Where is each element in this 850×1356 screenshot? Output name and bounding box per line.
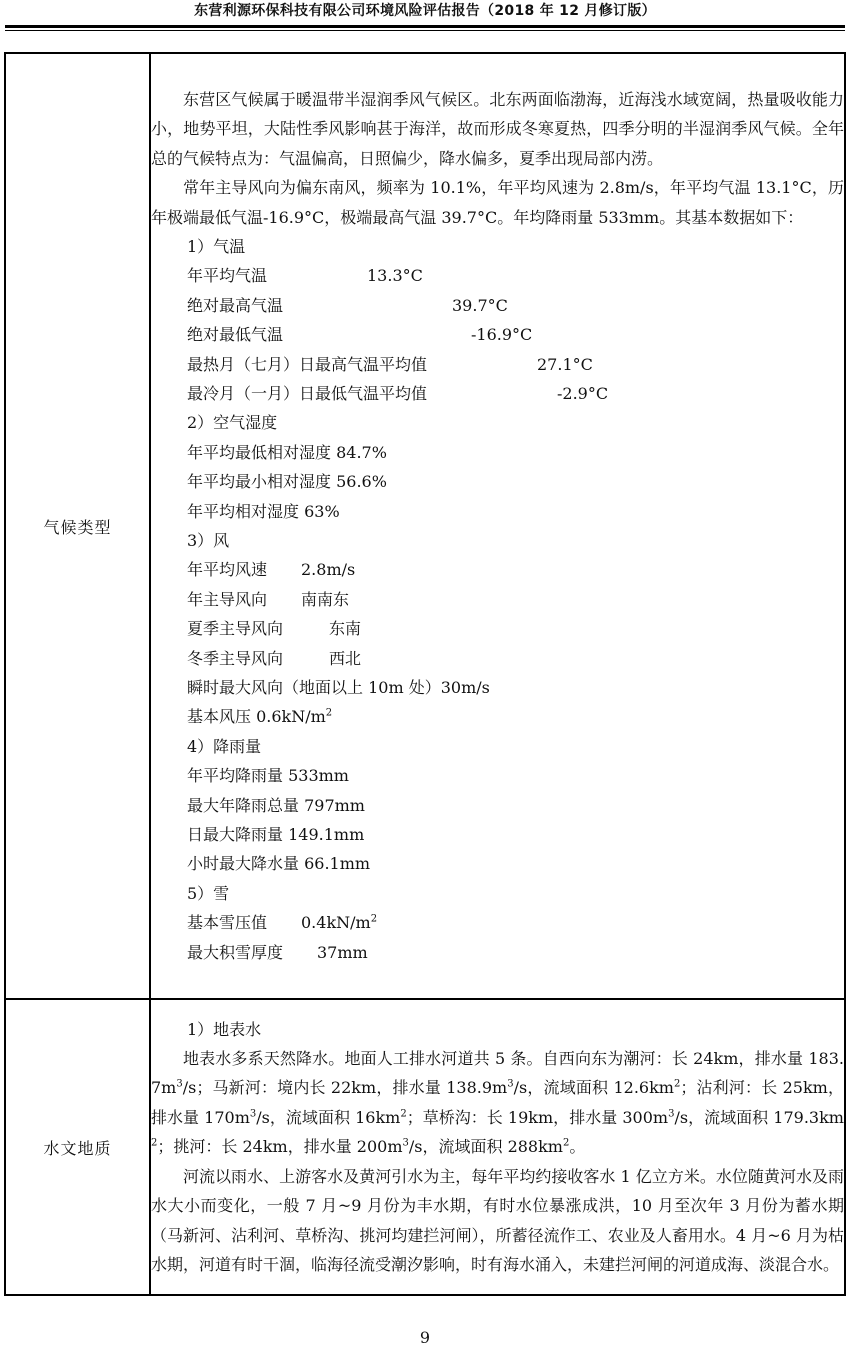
superscript: 3 xyxy=(176,1079,183,1091)
wind-label: 年主导风向 xyxy=(187,589,268,609)
snow-heading: 5）雪 xyxy=(187,883,230,903)
hydro-paragraph-1 xyxy=(151,1044,844,1162)
hydro-label: 水文地质 xyxy=(5,999,150,1295)
temp-row xyxy=(151,320,844,349)
superscript: 3 xyxy=(249,1108,257,1120)
header-rule-thin xyxy=(5,30,845,31)
wind-label: 冬季主导风向 xyxy=(187,648,284,668)
snow-value: 0.4kN/m xyxy=(301,913,371,933)
wind-value: 南南东 xyxy=(301,589,350,609)
climate-label: 气候类型 xyxy=(5,53,150,999)
superscript: 3 xyxy=(668,1108,675,1120)
page-header: 东营利源环保科技有限公司环境风险评估报告（2018 年 12 月修订版） xyxy=(194,3,656,19)
hydro-text: /s，流域面积 16km xyxy=(256,1107,401,1127)
humidity-line: 年平均相对湿度 63% xyxy=(187,501,340,521)
temp-row xyxy=(151,261,844,290)
superscript: 2 xyxy=(400,1108,407,1120)
temp-row xyxy=(151,350,844,379)
wind-line: 瞬时最大风向（地面以上 10m 处）30m/s xyxy=(187,678,490,698)
hydro-text: ；挑河：长 24km，排水量 200m xyxy=(157,1137,403,1157)
rain-line: 日最大降雨量 149.1mm xyxy=(187,825,365,845)
page-number: 9 xyxy=(419,1328,431,1347)
wind-value: 西北 xyxy=(329,648,362,668)
wind-value: 2.8m/s xyxy=(301,560,356,580)
wind-pressure-line xyxy=(151,702,844,731)
superscript: 2 xyxy=(151,1137,158,1149)
rain-heading: 4）降雨量 xyxy=(187,736,262,756)
temp-row xyxy=(151,379,844,408)
superscript: 2 xyxy=(325,708,333,720)
wind-row xyxy=(151,555,844,584)
table-row-climate xyxy=(5,53,845,999)
snow-label: 基本雪压值 xyxy=(187,913,268,933)
temp-label: 绝对最高气温 xyxy=(187,295,284,315)
rain-line: 年平均降雨量 533mm xyxy=(187,766,349,786)
wind-row xyxy=(151,644,844,673)
temp-heading: 1）气温 xyxy=(187,236,246,256)
rain-line: 最大年降雨总量 797mm xyxy=(187,795,365,815)
rain-line: 小时最大降水量 66.1mm xyxy=(187,854,371,874)
hydro-text: /s，流域面积 12.6km xyxy=(513,1078,674,1098)
environment-table xyxy=(4,52,846,1296)
climate-paragraph-1: 东营区气候属于暖温带半湿润季风气候区。北东两面临渤海，近海浅水域宽阔，热量吸收能力小，地势平坦，大陆性季风影响甚于海洋，故而形成冬寒夏热，四季分明的半湿润季风气候。全年总的气候特点为：气温偏高，日照偏少，降水偏多，夏季出现局部内涝。 xyxy=(151,89,844,168)
hydro-text: 地表水多系天然降水。地面人工排水河道共 5 条。自西向东为潮河：长 24km，排水量 183.7m xyxy=(151,1049,844,1098)
snow-value: 37mm xyxy=(317,942,368,962)
climate-paragraph-2: 常年主导风向为偏东南风，频率为 10.1%，年平均风速为 2.8m/s，年平均气温 13.1°C，历年极端最低气温-16.9°C，极端最高气温 39.7°C。年均降雨量 533mm。其基本数据如下： xyxy=(151,178,844,227)
temp-value: -16.9°C xyxy=(471,325,533,345)
wind-value: 东南 xyxy=(329,619,362,639)
hydro-paragraph-2: 河流以雨水、上游客水及黄河引水为主，每年平均约接收客水 1 亿立方米。水位随黄河水及雨水大小而变化，一般 7 月~9 月份为丰水期，有时水位暴涨成洪，10 月至次年 3 月份为蓄水期（马新河、沾利河、草桥沟、挑河均建拦河闸），所蓄径流作工、农业及人畜用水。4 月~6 月为枯水期，河道有时干涸，临海径流受潮汐影响，时有海水涌入，未建拦河闸的河道成海、淡混合水。 xyxy=(151,1166,844,1274)
hydro-text: 。 xyxy=(569,1137,586,1157)
temp-label: 最冷月（一月）日最低气温平均值 xyxy=(187,383,428,403)
temp-value: -2.9°C xyxy=(557,383,609,403)
hydro-text: ；沾利河：长 25km，排水量 170m xyxy=(151,1078,844,1127)
superscript: 2 xyxy=(562,1137,570,1149)
hydro-text: ；草桥沟：长 19km，排水量 300m xyxy=(406,1107,669,1127)
hydro-text: /s；马新河：境内长 22km，排水量 138.9m xyxy=(182,1078,508,1098)
wind-heading: 3）风 xyxy=(187,531,230,550)
superscript: 3 xyxy=(402,1137,409,1149)
wind-row xyxy=(151,614,844,643)
wind-label: 年平均风速 xyxy=(187,560,268,580)
temp-value: 27.1°C xyxy=(537,354,593,374)
temp-value: 39.7°C xyxy=(452,295,508,315)
hydro-text: /s，流域面积 288km xyxy=(408,1137,563,1157)
temp-label: 绝对最低气温 xyxy=(187,325,284,345)
wind-pressure-text: 基本风压 0.6kN/m xyxy=(187,707,326,727)
table-row-hydro xyxy=(5,999,845,1295)
temp-label: 年平均气温 xyxy=(187,266,268,286)
hydro-content xyxy=(150,999,845,1295)
wind-label: 夏季主导风向 xyxy=(187,619,284,639)
humidity-line: 年平均最低相对湿度 84.7% xyxy=(187,442,387,462)
temp-value: 13.3°C xyxy=(367,266,423,286)
snow-label: 最大积雪厚度 xyxy=(187,942,284,962)
humidity-heading: 2）空气湿度 xyxy=(187,413,278,433)
temp-label: 最热月（七月）日最高气温平均值 xyxy=(187,354,428,374)
snow-row xyxy=(151,908,844,937)
snow-row xyxy=(151,938,844,967)
superscript: 2 xyxy=(673,1079,681,1091)
hydro-heading: 1）地表水 xyxy=(187,1019,262,1039)
superscript: 2 xyxy=(370,913,378,925)
humidity-line: 年平均最小相对湿度 56.6% xyxy=(187,472,387,492)
climate-content xyxy=(150,53,845,999)
wind-row xyxy=(151,585,844,614)
superscript: 3 xyxy=(507,1079,514,1091)
temp-row xyxy=(151,291,844,320)
hydro-text: /s，流域面积 179.3km xyxy=(674,1107,844,1127)
header-rule-thick xyxy=(5,25,845,28)
